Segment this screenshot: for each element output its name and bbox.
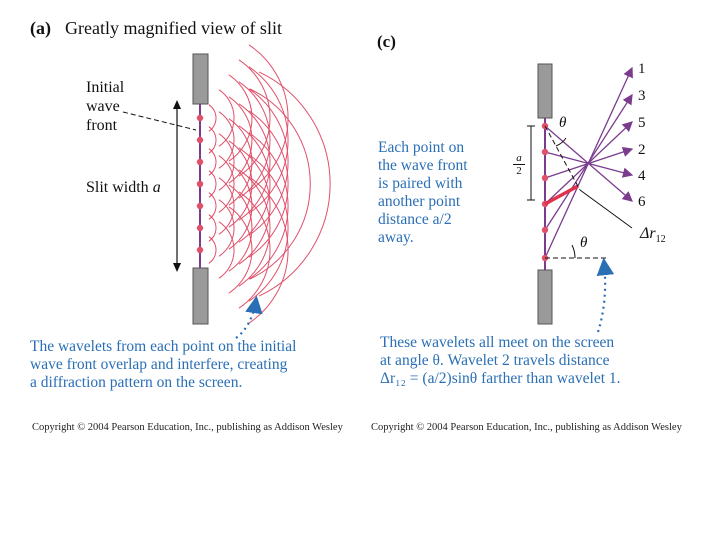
ray-number-2: 2 xyxy=(638,142,646,158)
theta-top-label: θ xyxy=(559,115,567,131)
rays xyxy=(545,68,632,258)
wavelet-arc xyxy=(229,141,252,227)
slit-top-block xyxy=(193,54,208,104)
theta-bottom-arc xyxy=(572,245,575,258)
label-line: Initial xyxy=(86,79,125,96)
perpendicular-dashed-line xyxy=(545,126,580,190)
wave-front-leader-line xyxy=(123,112,196,130)
ray-number-3: 3 xyxy=(638,88,646,104)
delta-r-pointer xyxy=(580,190,632,228)
caption-line: Δr₁₂ = (a/2)sinθ farther than wavelet 1. xyxy=(380,370,621,387)
wave-front-point xyxy=(197,159,203,165)
label-line: front xyxy=(86,117,118,134)
wave-front-point xyxy=(197,115,203,121)
ray-number-5: 5 xyxy=(638,115,646,131)
label-line: wave xyxy=(86,98,120,115)
side-line: Each point on xyxy=(378,139,465,156)
delta-r-text: Δr xyxy=(640,225,656,242)
caption-line: a diffraction pattern on the screen. xyxy=(30,374,243,391)
ray-number-1: 1 xyxy=(638,61,646,77)
caption-line: The wavelets from each point on the initial xyxy=(30,338,297,355)
side-line: is paired with xyxy=(378,175,463,192)
wave-front-point xyxy=(197,247,203,253)
wavelets xyxy=(209,45,330,323)
caption-line: wave front overlap and interfere, creating xyxy=(30,356,288,373)
slit-width-var: a xyxy=(152,179,161,196)
slit-c-bottom-block xyxy=(538,270,552,324)
ray-origin-point xyxy=(542,149,548,155)
panel-c-copyright: Copyright © 2004 Pearson Education, Inc., publishing as Addison Wesley xyxy=(371,422,682,433)
panel-a-tag: (a) xyxy=(30,18,51,38)
theta-bottom-label: θ xyxy=(580,235,588,251)
caption-line: at angle θ. Wavelet 2 travels distance xyxy=(380,352,610,369)
slit-bottom-block xyxy=(193,268,208,324)
wave-front-point xyxy=(197,203,203,209)
slit-width-arrowhead-top xyxy=(173,100,181,109)
delta-r-subscript: 12 xyxy=(655,234,666,246)
slit-width-arrowhead-bottom xyxy=(173,263,181,272)
wave-front-point xyxy=(197,181,203,187)
wave-front-point xyxy=(197,225,203,231)
ray-origin-point xyxy=(542,175,548,181)
half-width-label xyxy=(513,152,525,177)
side-line: the wave front xyxy=(378,157,468,174)
side-line: distance a/2 xyxy=(378,211,452,228)
side-line: another point xyxy=(378,193,461,210)
panel-a-heading: Greatly magnified view of slit xyxy=(65,18,282,38)
slit-width-text: Slit width xyxy=(86,179,149,196)
caption-a-pointer xyxy=(236,300,256,338)
panel-a-copyright: Copyright © 2004 Pearson Education, Inc., publishing as Addison Wesley xyxy=(32,422,343,433)
half-width-numerator: a xyxy=(513,152,525,165)
slit-c-top-block xyxy=(538,64,552,118)
ray-number-6: 6 xyxy=(638,194,646,210)
panel-c-tag: (c) xyxy=(377,32,396,51)
ray-number-4: 4 xyxy=(638,168,646,184)
caption-line: These wavelets all meet on the screen xyxy=(380,334,615,351)
ray-origin-point xyxy=(542,227,548,233)
half-width-denominator: 2 xyxy=(516,165,522,177)
ray-line xyxy=(545,126,632,201)
side-line: away. xyxy=(378,229,414,246)
wave-front-point xyxy=(197,137,203,143)
delta-r-label xyxy=(640,224,666,249)
caption-c-pointer xyxy=(598,262,605,332)
